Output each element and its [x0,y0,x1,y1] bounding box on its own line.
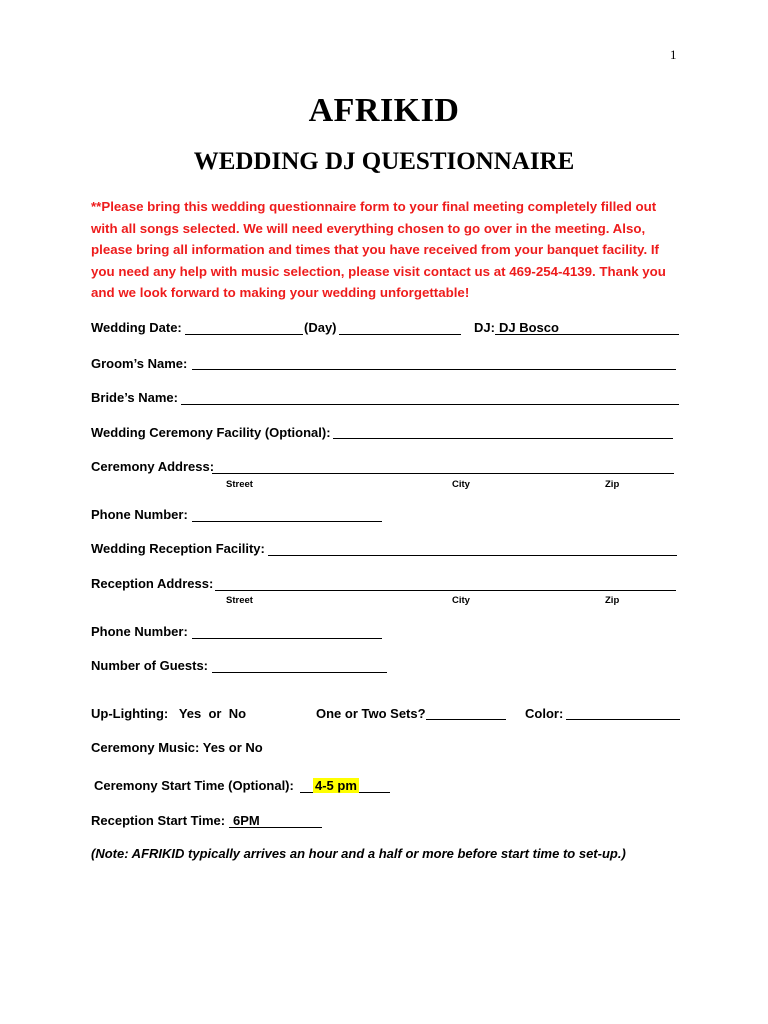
dj-value: DJ Bosco [499,320,559,335]
groom-name-field[interactable] [192,369,676,370]
wedding-date-field[interactable] [185,334,303,335]
page-number: 1 [670,47,677,62]
color-field[interactable] [566,719,680,720]
ceremony-facility-label: Wedding Ceremony Facility (Optional): [91,425,331,440]
ceremony-address-field[interactable] [212,473,674,474]
reception-street-caption: Street [226,595,253,606]
page-subtitle: WEDDING DJ QUESTIONNAIRE [193,148,575,175]
ceremony-start-label: Ceremony Start Time (Optional): [94,778,294,793]
ceremony-phone-label: Phone Number: [91,507,188,522]
reception-zip-caption: Zip [605,595,620,606]
groom-name-label: Groom’s Name: [91,356,188,371]
day-label: (Day) [304,320,337,335]
reception-start-label: Reception Start Time: [91,813,226,828]
ceremony-music-label: Ceremony Music: Yes or No [91,740,263,755]
dj-label: DJ: [474,320,495,335]
color-label: Color: [525,706,564,721]
wedding-date-label: Wedding Date: [91,320,182,335]
setup-note: (Note: AFRIKID typically arrives an hour and a half or more before start time to set-up.) [91,846,626,861]
reception-address-label: Reception Address: [91,576,214,591]
ceremony-city-caption: City [452,479,470,490]
guests-label: Number of Guests: [91,658,209,673]
ceremony-address-label: Ceremony Address: [91,459,215,474]
day-field[interactable] [339,334,461,335]
sets-field[interactable] [426,719,506,720]
ceremony-phone-field[interactable] [192,521,382,522]
intro-instructions: **Please bring this wedding questionnaire form to your final meeting completely filled out with all songs selected. We will need everything chosen to go over in the meeting. Also, please bring all information and times that you have received from your banquet facility. If you need any help with music selection, please visit contact us at 469-254-4139. Thank you and we look forward to making your wedding unforgettable! [91,199,666,301]
reception-facility-label: Wedding Reception Facility: [91,541,265,556]
bride-name-label: Bride’s Name: [91,390,178,405]
guests-field[interactable] [212,672,387,673]
sets-label: One or Two Sets? [316,706,426,721]
reception-start-value: 6PM [233,813,260,828]
ceremony-zip-caption: Zip [605,479,620,490]
reception-facility-field[interactable] [268,555,677,556]
reception-phone-label: Phone Number: [91,624,188,639]
uplighting-label: Up-Lighting: Yes or No [91,706,247,721]
reception-phone-field[interactable] [192,638,382,639]
bride-name-field[interactable] [181,404,679,405]
page-title: AFRIKID [308,92,460,129]
ceremony-facility-field[interactable] [333,438,673,439]
reception-city-caption: City [452,595,470,606]
ceremony-street-caption: Street [226,479,253,490]
ceremony-start-highlight: 4-5 pm [315,778,357,793]
ceremony-start-value [313,778,359,793]
reception-address-field[interactable] [215,590,676,591]
